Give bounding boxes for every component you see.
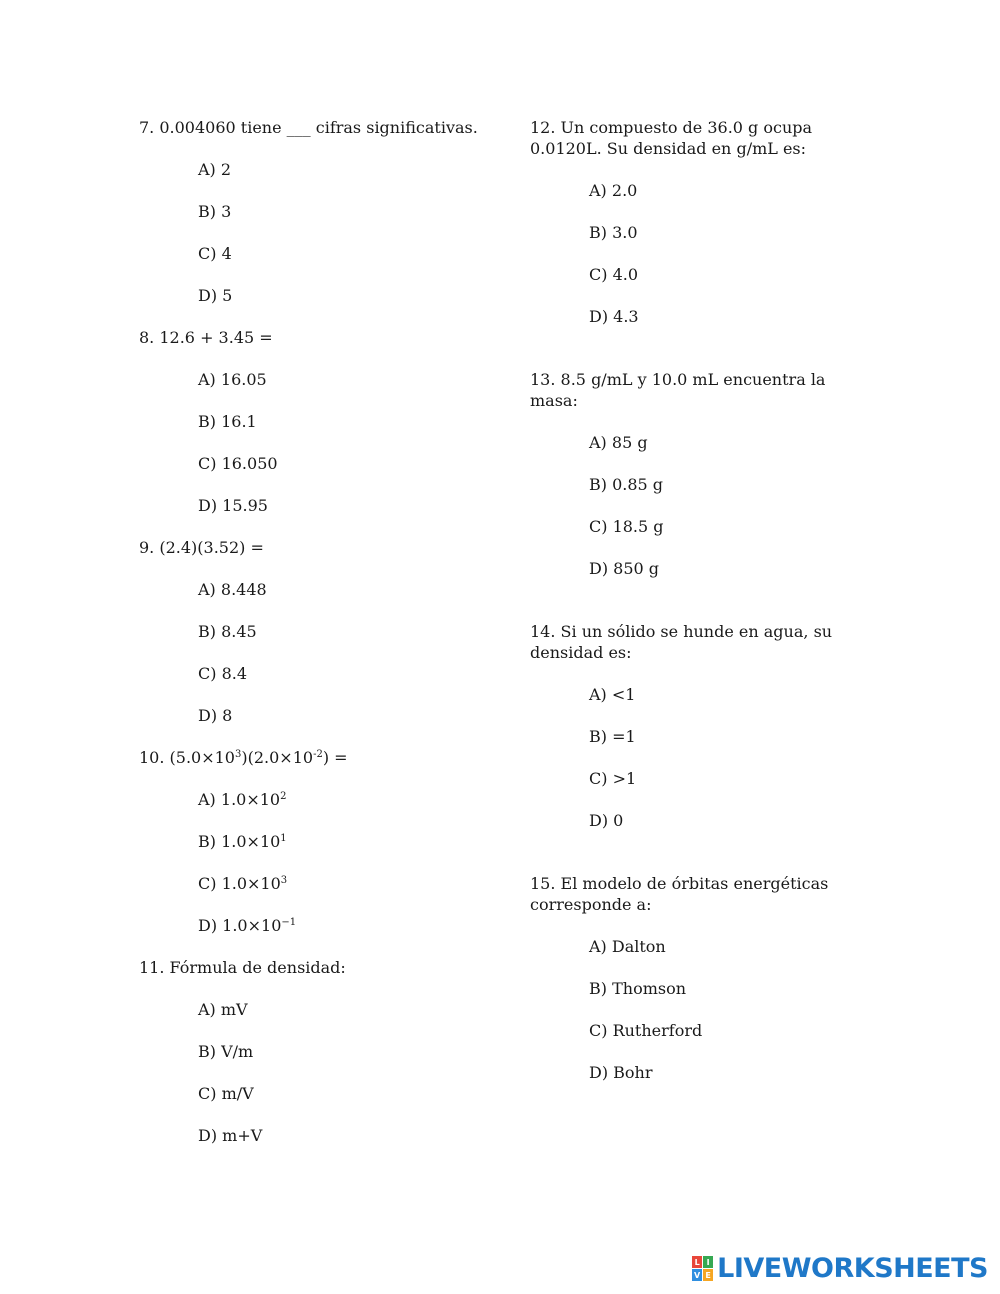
question-stem: 13. 8.5 g/mL y 10.0 mL encuentra la masa: [530, 370, 826, 410]
option-a[interactable]: A) 85 g [589, 433, 648, 452]
question-stem: 15. El modelo de órbitas energéticas corresponde a: [530, 874, 829, 914]
option-d[interactable]: D) 4.3 [589, 307, 639, 326]
option-b[interactable]: B) 0.85 g [589, 475, 664, 494]
option-a[interactable]: A) 2 [198, 160, 232, 179]
option-b[interactable]: B) 3.0 [589, 223, 638, 242]
option-d[interactable]: D) 15.95 [198, 496, 268, 515]
question-stem: 11. Fórmula de densidad: [139, 958, 346, 977]
option-base: A) 1.0×10 [198, 790, 281, 809]
question-9 [139, 537, 499, 726]
option-c[interactable]: C) 16.050 [198, 454, 278, 473]
question-stem: 8. 12.6 + 3.45 = [139, 328, 273, 347]
exponent: 3 [234, 749, 242, 760]
question-14 [530, 621, 875, 831]
option-c[interactable]: C) >1 [589, 769, 637, 788]
question-13 [530, 369, 875, 579]
logo-mark-letter: E [703, 1269, 713, 1281]
exponent: 2 [280, 791, 287, 802]
option-c[interactable]: C) 18.5 g [589, 517, 664, 536]
option-b[interactable] [139, 831, 499, 852]
logo-text: LIVEWORKSHEETS [717, 1253, 988, 1284]
option-d[interactable] [139, 915, 499, 936]
option-b[interactable]: B) =1 [589, 727, 636, 746]
option-b[interactable]: B) 3 [198, 202, 232, 221]
option-d[interactable]: D) 8 [198, 706, 233, 725]
question-stem: 14. Si un sólido se hunde en agua, su densidad es: [530, 622, 833, 662]
question-11 [139, 957, 499, 1146]
question-15 [530, 873, 875, 1083]
option-d[interactable]: D) Bohr [589, 1063, 653, 1082]
option-c[interactable]: C) 4 [198, 244, 232, 263]
exponent: −1 [281, 917, 297, 928]
option-c[interactable]: C) m/V [198, 1084, 254, 1103]
option-a[interactable]: A) 2.0 [589, 181, 638, 200]
exponent: -2 [313, 749, 323, 760]
stem-part: ) = [322, 748, 348, 767]
option-d[interactable]: D) 5 [198, 286, 233, 305]
option-a[interactable] [139, 789, 499, 810]
question-stem [139, 747, 499, 768]
option-base: C) 1.0×10 [198, 874, 281, 893]
logo-mark-letter: L [692, 1256, 702, 1268]
exponent: 1 [280, 833, 287, 844]
question-12 [530, 117, 875, 327]
option-a[interactable]: A) mV [198, 1000, 248, 1019]
option-d[interactable]: D) m+V [198, 1126, 263, 1145]
question-8 [139, 327, 499, 516]
option-base: B) 1.0×10 [198, 832, 281, 851]
option-base: D) 1.0×10 [198, 916, 282, 935]
right-column [530, 117, 875, 1125]
option-d[interactable]: D) 0 [589, 811, 624, 830]
option-a[interactable]: A) 8.448 [198, 580, 267, 599]
option-b[interactable]: B) 8.45 [198, 622, 257, 641]
option-b[interactable]: B) V/m [198, 1042, 254, 1061]
option-c[interactable]: C) 8.4 [198, 664, 248, 683]
stem-part: 10. (5.0×10 [139, 748, 235, 767]
question-stem: 12. Un compuesto de 36.0 g ocupa 0.0120L. Su densidad en g/mL es: [530, 118, 813, 158]
option-c[interactable]: C) Rutherford [589, 1021, 703, 1040]
option-b[interactable]: B) 16.1 [198, 412, 257, 431]
exponent: 3 [280, 875, 288, 886]
question-10 [139, 747, 499, 936]
question-stem: 9. (2.4)(3.52) = [139, 538, 264, 557]
left-column [139, 117, 499, 1167]
logo-mark-letter: V [694, 1270, 701, 1280]
option-a[interactable]: A) Dalton [589, 937, 666, 956]
stem-part: )(2.0×10 [241, 748, 314, 767]
option-a[interactable]: A) <1 [589, 685, 636, 704]
option-c[interactable]: C) 4.0 [589, 265, 639, 284]
option-d[interactable]: D) 850 g [589, 559, 660, 578]
option-b[interactable]: B) Thomson [589, 979, 687, 998]
question-7 [139, 117, 499, 306]
logo-mark-letter: I [703, 1256, 713, 1268]
liveworksheets-logo [692, 1253, 988, 1284]
live-mark-icon [692, 1256, 713, 1281]
question-stem: 7. 0.004060 tiene ___ cifras significativas. [139, 118, 478, 137]
option-c[interactable] [139, 873, 499, 894]
option-a[interactable]: A) 16.05 [198, 370, 267, 389]
